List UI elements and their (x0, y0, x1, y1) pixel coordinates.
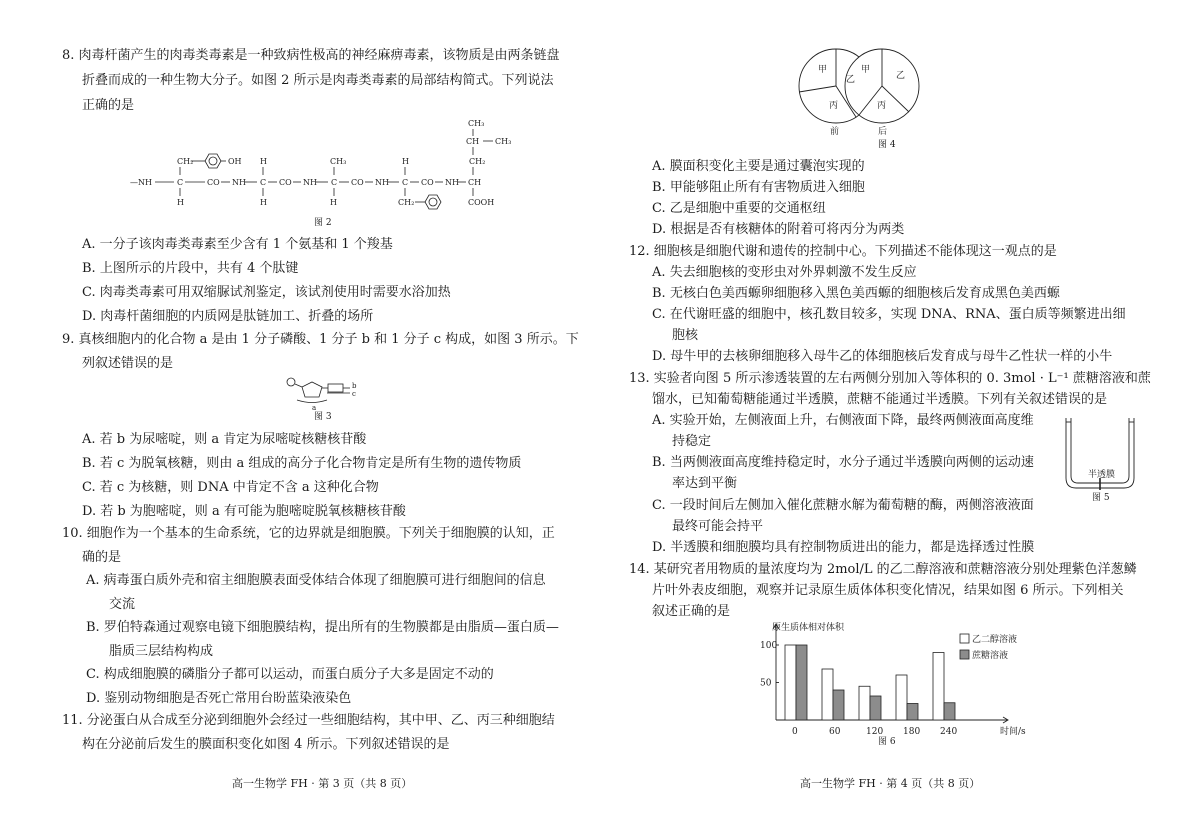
bar-sucrose (870, 696, 881, 720)
fig2-cooh: COOH (468, 198, 495, 207)
fig2-co3: CO (351, 178, 364, 187)
legend-label: 乙二醇溶液 (972, 635, 1018, 645)
fig4-after-jia: 甲 (861, 65, 871, 75)
bar-ethylene-glycol (822, 669, 833, 720)
fig2-nh5: NH (445, 178, 459, 187)
q8-line1: 8. 肉毒杆菌产生的肉毒类毒素是一种致病性极高的神经麻痹毒素，该物质是由两条链盘 (62, 48, 560, 63)
bar-ethylene-glycol (896, 675, 907, 720)
q12-option-a: A. 失去细胞核的变形虫对外界刺激不发生反应 (652, 265, 917, 280)
fig2-ch: CH (466, 137, 480, 146)
fig4-before-label: 前 (830, 127, 840, 137)
fig5-membrane-label: 半透膜 (1088, 470, 1116, 480)
bar-sucrose (907, 704, 918, 721)
figure-2-structure (125, 112, 525, 230)
q8-line2: 折叠而成的一种生物大分子。如图 2 所示是肉毒类毒素的局部结构简式。下列说法 (82, 73, 554, 88)
x-tick-label: 0 (792, 727, 798, 737)
x-tick-label: 180 (903, 727, 921, 737)
figure-3-nucleotide (282, 374, 362, 412)
fig2-c1: C (177, 178, 184, 187)
x-tick-label: 60 (829, 727, 841, 737)
fig2-ch3-top: CH₃ (468, 119, 485, 128)
q13-option-c1: C. 一段时间后左侧加入催化蔗糖水解为葡萄糖的酶，两侧溶液液面 (652, 498, 1034, 513)
fig5-caption: 图 5 (1092, 493, 1110, 503)
q12-option-c1: C. 在代谢旺盛的细胞中，核孔数目较多，实现 DNA、RNA、蛋白质等频繁进出细 (652, 307, 1126, 322)
q11-line2: 构在分泌前后发生的膜面积变化如图 4 所示。下列叙述错误的是 (82, 737, 450, 752)
legend-swatch (960, 650, 969, 659)
fig2-co1: CO (207, 178, 220, 187)
q11-option-a: A. 膜面积变化主要是通过囊泡实现的 (652, 159, 865, 174)
q12-option-c2: 胞核 (672, 328, 699, 343)
bar-ethylene-glycol (785, 645, 796, 720)
q14-line2: 片叶外表皮细胞，观察并记录原生质体体积变化情况，结果如图 6 所示。下列相关 (652, 583, 1124, 598)
fig4-before-bing: 丙 (829, 101, 839, 111)
q10-option-a2: 交流 (109, 597, 136, 612)
fig2-nh2: NH (232, 178, 246, 187)
q8-option-a: A. 一分子该肉毒类毒素至少含有 1 个氨基和 1 个羧基 (82, 237, 393, 252)
x-tick-label: 240 (940, 727, 958, 737)
q11-option-c: C. 乙是细胞中重要的交通枢纽 (652, 201, 826, 216)
q12-line1: 12. 细胞核是细胞代谢和遗传的控制中心。下列描述不能体现这一观点的是 (629, 244, 1057, 259)
fig2-co4: CO (421, 178, 434, 187)
fig4-before-yi: 乙 (846, 75, 856, 85)
y-tick-label: 50 (760, 678, 772, 689)
fig2-oh: OH (228, 157, 242, 166)
bar-ethylene-glycol (933, 653, 944, 721)
q13-option-b2: 率达到平衡 (672, 476, 738, 491)
fig2-c4: C (402, 178, 409, 187)
q8-option-d: D. 肉毒杆菌细胞的内质网是肽链加工、折叠的场所 (82, 309, 374, 324)
fig4-caption: 图 4 (878, 140, 896, 150)
q13-option-a2: 持稳定 (672, 434, 712, 449)
page-footer-right: 高一生物学 FH · 第 4 页（共 8 页） (800, 777, 981, 790)
q13-option-c2: 最终可能会持平 (672, 519, 764, 534)
q10-line2: 确的是 (82, 550, 122, 565)
fig3-caption: 图 3 (314, 412, 332, 422)
q13-line2: 馏水，已知葡萄糖能通过半透膜，蔗糖不能通过半透膜。下列有关叙述错误的是 (652, 392, 1108, 407)
q10-option-d: D. 鉴别动物细胞是否死亡常用台盼蓝染液染色 (86, 691, 352, 706)
q10-option-c: C. 构成细胞膜的磷脂分子都可以运动，而蛋白质分子大多是固定不动的 (86, 667, 494, 682)
fig2-h4: H (260, 198, 267, 207)
q13-option-d: D. 半透膜和细胞膜均具有控制物质进出的能力，都是选择透过性膜 (652, 540, 1035, 555)
fig2-h3: H (177, 198, 184, 207)
fig6-caption: 图 6 (878, 737, 896, 747)
fig2-ch3-2: CH₃ (495, 137, 512, 146)
fig4-before-jia: 甲 (818, 65, 828, 75)
fig2-nh3: NH (303, 178, 317, 187)
y-tick-label: 100 (760, 641, 778, 651)
bar-sucrose (944, 703, 955, 720)
figure-6-bar-chart (744, 620, 1064, 748)
fig4-after-bing: 丙 (877, 101, 887, 111)
q11-option-d: D. 根据是否有核糖体的附着可将丙分为两类 (652, 222, 905, 237)
q8-option-b: B. 上图所示的片段中，共有 4 个肽键 (82, 261, 299, 276)
q13-option-b1: B. 当两侧液面高度维持稳定时，水分子通过半透膜向两侧的运动速 (652, 455, 1034, 470)
q10-option-a1: A. 病毒蛋白质外壳和宿主细胞膜表面受体结合体现了细胞膜可进行细胞间的信息 (86, 573, 546, 588)
benzene-ring-icon-2 (425, 195, 441, 209)
q11-option-b: B. 甲能够阻止所有有害物质进入细胞 (652, 180, 865, 195)
fig3-label-c: c (352, 390, 356, 398)
fig2-c2: C (260, 178, 267, 187)
fig2-c3: C (331, 178, 338, 187)
fig2-ch2-2: CH₂ (469, 157, 486, 166)
fig2-co2: CO (279, 178, 292, 187)
fig2-h1: H (260, 157, 267, 166)
q9-line2: 列叙述错误的是 (82, 356, 174, 371)
legend-label: 蔗糖溶液 (972, 651, 1009, 661)
page-footer-left: 高一生物学 FH · 第 3 页（共 8 页） (232, 777, 413, 790)
q9-option-c: C. 若 c 为核糖，则 DNA 中肯定不含 a 这种化合物 (82, 480, 379, 495)
fig4-after-label: 后 (878, 127, 888, 137)
fig2-nh-start: —NH (130, 178, 152, 187)
q10-line1: 10. 细胞作为一个基本的生命系统，它的边界就是细胞膜。下列关于细胞膜的认知，正 (62, 526, 555, 541)
figure-4-pies (798, 48, 923, 148)
fig2-ch3-1: CH₃ (330, 157, 347, 166)
fig2-ch2-1: CH₂ (177, 157, 194, 166)
fig2-ch-main: CH (468, 178, 482, 187)
x-tick-label: 120 (866, 727, 884, 737)
q14-line1: 14. 某研究者用物质的量浓度均为 2mol/L 的乙二醇溶液和蔗糖溶液分别处理紫色洋葱鳞 (629, 562, 1137, 577)
bar-sucrose (833, 690, 844, 720)
legend-swatch (960, 634, 969, 643)
q10-option-b1: B. 罗伯特森通过观察电镜下细胞膜结构，提出所有的生物膜都是由脂质—蛋白质— (86, 620, 559, 635)
q14-line3: 叙述正确的是 (652, 604, 731, 619)
fig2-nh4: NH (375, 178, 389, 187)
fig2-ch2-3: CH₂ (398, 198, 415, 207)
bar-sucrose (796, 645, 807, 720)
fig2-h2: H (402, 157, 409, 166)
fig3-label-b: b (352, 382, 357, 390)
q8-line3: 正确的是 (82, 98, 135, 113)
q10-option-b2: 脂质三层结构构成 (109, 644, 214, 659)
q9-option-d: D. 若 b 为胞嘧啶，则 a 有可能为胞嘧啶脱氧核糖核苷酸 (82, 504, 406, 519)
figure-5-u-tube (1060, 408, 1140, 500)
fig2-h5: H (330, 198, 337, 207)
fig3-label-a: a (312, 404, 317, 412)
q12-option-b: B. 无核白色美西螈卵细胞移入黑色美西螈的细胞核后发育成黑色美西螈 (652, 286, 1060, 301)
fig2-caption: 图 2 (314, 218, 332, 228)
benzene-ring-icon (205, 154, 221, 168)
q9-line1: 9. 真核细胞内的化合物 a 是由 1 分子磷酸、1 分子 b 和 1 分子 c 构成，如图 3 所示。下 (62, 332, 579, 347)
q9-option-a: A. 若 b 为尿嘧啶，则 a 肯定为尿嘧啶核糖核苷酸 (82, 432, 367, 447)
q13-line1: 13. 实验者向图 5 所示渗透装置的左右两侧分别加入等体积的 0. 3mol · L⁻¹ 蔗糖溶液和蔗 (629, 371, 1151, 386)
y-axis-title: 原生质体相对体积 (772, 623, 845, 633)
q11-line1: 11. 分泌蛋白从合成至分泌到细胞外会经过一些细胞结构，其中甲、乙、丙三种细胞结 (62, 713, 555, 728)
q9-option-b: B. 若 c 为脱氧核糖，则由 a 组成的高分子化合物肯定是所有生物的遗传物质 (82, 456, 522, 471)
q13-option-a1: A. 实验开始，左侧液面上升，右侧液面下降，最终两侧液面高度维 (652, 413, 1034, 428)
q8-option-c: C. 肉毒类毒素可用双缩脲试剂鉴定，该试剂使用时需要水浴加热 (82, 285, 451, 300)
bar-ethylene-glycol (859, 686, 870, 720)
q12-option-d: D. 母牛甲的去核卵细胞移入母牛乙的体细胞核后发育成与母牛乙性状一样的小牛 (652, 349, 1113, 364)
x-axis-title: 时间/s (1000, 727, 1026, 737)
fig4-after-yi: 乙 (896, 71, 906, 81)
